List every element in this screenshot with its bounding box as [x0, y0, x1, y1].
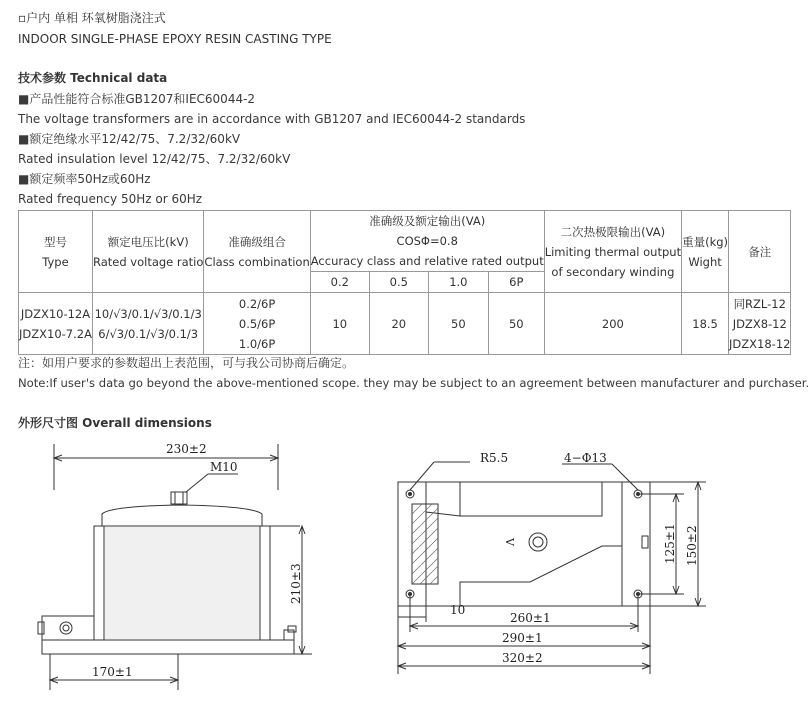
v-label: V: [503, 538, 516, 546]
output-cell: 10: [310, 293, 369, 355]
output-cell: 50: [428, 293, 488, 355]
thermal-cell: 200: [544, 293, 681, 355]
note-en: Note:If user's data go beyond the above-mentioned scope. they may be subject to an agreement between manufacturer and purchaser.: [18, 376, 809, 390]
dim-150: 150±2: [685, 525, 699, 566]
dim-radius: R5.5: [480, 451, 509, 465]
title-cn: ▫户内 单相 环氧树脂浇注式: [18, 11, 166, 25]
class-cell: 0.2/6P 0.5/6P 1.0/6P: [204, 293, 310, 355]
dim-width: 230±2: [166, 442, 207, 456]
dim-125: 125±1: [663, 523, 677, 564]
weight-cell: 18.5: [682, 293, 729, 355]
standard-cn: ■产品性能符合标准GB1207和IEC60044-2: [18, 92, 256, 106]
insulation-en: Rated insulation level 12/42/75、7.2/32/60kV: [18, 152, 291, 166]
dim-offset: 10: [450, 603, 466, 617]
header-weight: 重量(kg) Wight: [682, 211, 729, 293]
acc-class-cell: 6P: [488, 272, 544, 293]
standard-en: The voltage transformers are in accordance with GB1207 and IEC60044-2 standards: [18, 112, 526, 126]
acc-class-cell: 0.2: [310, 272, 369, 293]
note-cn: 注：如用户要求的参数超出上表范围，可与我公司协商后确定。: [18, 356, 355, 370]
acc-class-cell: 1.0: [428, 272, 488, 293]
dim-260: 260±1: [510, 611, 551, 625]
acc-class-cell: 0.5: [369, 272, 428, 293]
header-thermal: 二次热极限输出(VA) Limiting thermal output of secondary winding: [544, 211, 681, 293]
table-header-row: [19, 211, 791, 272]
remark-cell: 同RZL-12 JDZX8-12 JDZX18-12: [729, 293, 791, 355]
side-view-drawing: [30, 436, 325, 698]
dimensions-heading: 外形尺寸图 Overall dimensions: [18, 416, 212, 430]
header-ratio: 额定电压比(kV) Rated voltage ratio: [92, 211, 203, 293]
header-remark: 备注: [729, 211, 791, 293]
dim-holes: 4−Φ13: [564, 451, 607, 465]
insulation-cn: ■额定绝缘水平12/42/75、7.2/32/60kV: [18, 132, 241, 146]
output-cell: 20: [369, 293, 428, 355]
header-accuracy: 准确级及额定输出(VA) COSΦ=0.8 Accuracy class and relative rated output: [310, 211, 544, 272]
header-class: 准确级组合 Class combination: [204, 211, 310, 293]
dim-height: 210±3: [289, 563, 303, 604]
dim-290: 290±1: [502, 631, 543, 645]
frequency-cn: ■额定频率50Hz或60Hz: [18, 172, 151, 186]
dim-base: 170±1: [92, 665, 133, 679]
table-row: [19, 293, 791, 355]
type-cell: JDZX10-12A JDZX10-7.2A: [19, 293, 93, 355]
header-type: 型号 Type: [19, 211, 93, 293]
spec-table: [18, 210, 791, 355]
ratio-cell: 10/√3/0.1/√3/0.1/3 6/√3/0.1/√3/0.1/3: [92, 293, 203, 355]
top-view-drawing: [390, 442, 720, 698]
output-cell: 50: [488, 293, 544, 355]
frequency-en: Rated frequency 50Hz or 60Hz: [18, 192, 203, 206]
title-en: INDOOR SINGLE-PHASE EPOXY RESIN CASTING TYPE: [18, 32, 332, 46]
technical-heading: 技术参数 Technical data: [18, 71, 168, 85]
dim-bolt: M10: [210, 460, 238, 474]
dim-320: 320±2: [502, 651, 543, 665]
